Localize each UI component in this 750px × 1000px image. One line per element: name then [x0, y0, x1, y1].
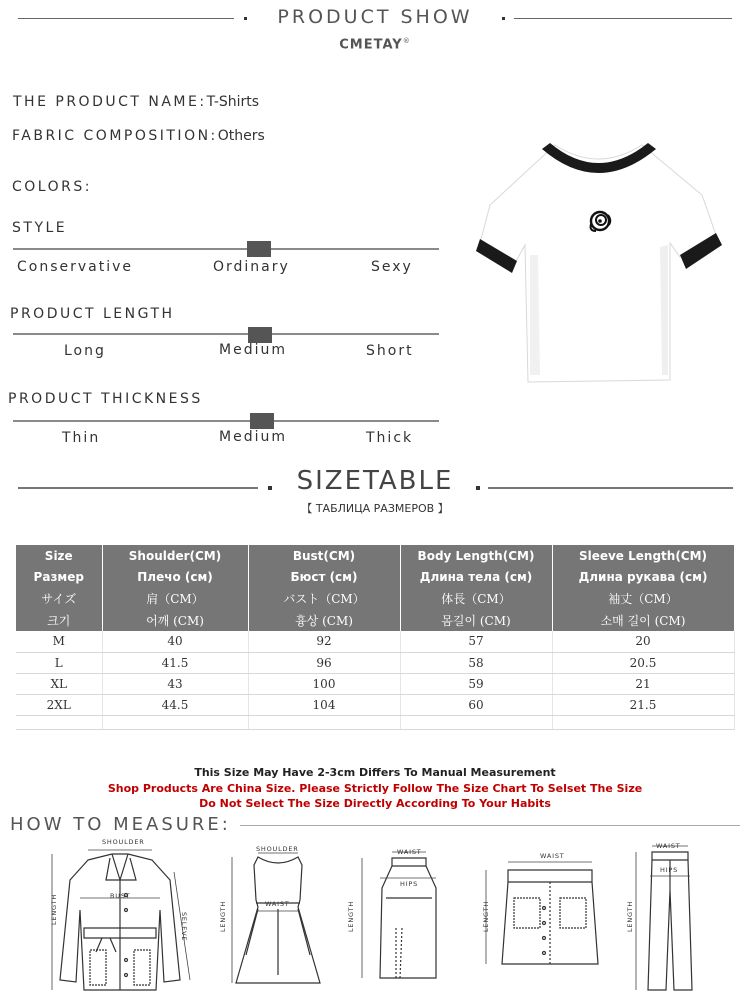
- table-row: [16, 631, 734, 652]
- dress-shoulder-label: SHOULDER: [256, 845, 299, 853]
- table-cell: 40: [102, 631, 248, 652]
- header-cell: Bust(CM): [248, 545, 400, 567]
- page-title: PRODUCT SHOW: [277, 6, 473, 28]
- table-cell: 43: [102, 673, 248, 694]
- product-name-row: [13, 94, 259, 110]
- table-cell: 21.5: [552, 694, 734, 715]
- header-cell: Длина тела (см): [400, 567, 552, 587]
- header-cell: 어깨 (CM): [102, 609, 248, 631]
- style-option-conservative: Conservative: [17, 259, 134, 275]
- how-to-measure-title: HOW TO MEASURE:: [10, 814, 231, 835]
- shorts-length-label: LENGTH: [482, 900, 490, 932]
- table-cell: 20: [552, 631, 734, 652]
- fabric-value: Others: [217, 128, 265, 144]
- header-cell: Body Length(CM): [400, 545, 552, 567]
- table-cell: 58: [400, 652, 552, 673]
- note-china-size: Shop Products Are China Size. Please Strictly Follow The Size Chart To Selset The Size: [107, 782, 643, 795]
- how-to-measure-rule: [240, 825, 740, 826]
- header-cell: 소매 길이 (CM): [552, 609, 734, 631]
- fabric-row: [12, 128, 265, 144]
- length-scale-marker: [248, 327, 272, 343]
- pants-length-label: LENGTH: [626, 900, 634, 932]
- table-cell: 57: [400, 631, 552, 652]
- table-row: [16, 673, 734, 694]
- brand-registered-mark: ®: [402, 37, 411, 45]
- table-header-row-en: [16, 545, 734, 567]
- header-cell: 몸길이 (CM): [400, 609, 552, 631]
- thickness-option-thin: Thin: [62, 430, 101, 446]
- sizetable-subtitle: 【 ТАБЛИЦА РАЗМЕРОВ 】: [301, 502, 449, 515]
- skirt-measure-diagram: [356, 848, 446, 988]
- style-scale-marker: [247, 241, 271, 257]
- table-cell: 96: [248, 652, 400, 673]
- header-cell: 体長（CM）: [400, 587, 552, 609]
- table-cell: 60: [400, 694, 552, 715]
- style-option-ordinary: Ordinary: [213, 259, 290, 275]
- style-scale-label: STYLE: [12, 220, 68, 236]
- length-option-short: Short: [366, 343, 414, 359]
- header-cell: 크기: [16, 609, 102, 631]
- table-cell: L: [16, 652, 102, 673]
- brand-name: CMETAY: [339, 37, 403, 53]
- header-cell: 肩（CM）: [102, 587, 248, 609]
- thickness-option-medium: Medium: [219, 429, 287, 445]
- sizetable-title: SIZETABLE: [296, 466, 454, 496]
- table-cell: 21: [552, 673, 734, 694]
- table-row-empty: [16, 715, 734, 729]
- skirt-waist-label: WAIST: [397, 848, 422, 856]
- header-cell: Длина рукава (см): [552, 567, 734, 587]
- product-name-value: T-Shirts: [206, 94, 260, 110]
- table-row: [16, 652, 734, 673]
- colors-label: COLORS:: [12, 179, 92, 195]
- jacket-length-label: LENGTH: [50, 893, 58, 925]
- dress-measure-diagram: [228, 845, 328, 990]
- table-cell: 100: [248, 673, 400, 694]
- header-rule-right: [514, 18, 732, 19]
- style-scale-track: [13, 248, 439, 250]
- thickness-scale-label: PRODUCT THICKNESS: [8, 391, 203, 407]
- sizetable-dot-right: [476, 486, 480, 490]
- brand-logo: [300, 37, 450, 52]
- sizetable-rule-left: [18, 487, 258, 489]
- header-cell: Размер: [16, 567, 102, 587]
- header-cell: Size: [16, 545, 102, 567]
- header-cell: バスト（CM）: [248, 587, 400, 609]
- header-cell: サイズ: [16, 587, 102, 609]
- table-header-row-ru: [16, 567, 734, 587]
- length-option-long: Long: [64, 343, 106, 359]
- note-do-not-select: Do Not Select The Size Directly According To Your Habits: [199, 797, 551, 810]
- jacket-shoulder-label: SHOULDER: [102, 838, 145, 846]
- table-row: [16, 694, 734, 715]
- header-cell: Shoulder(CM): [102, 545, 248, 567]
- header-dot-right: [502, 17, 505, 20]
- shorts-waist-label: WAIST: [540, 852, 565, 860]
- fabric-label: FABRIC COMPOSITION:: [12, 128, 218, 144]
- table-cell: M: [16, 631, 102, 652]
- pants-hips-label: HIPS: [660, 866, 679, 874]
- table-cell: 92: [248, 631, 400, 652]
- length-option-medium: Medium: [219, 342, 287, 358]
- style-option-sexy: Sexy: [371, 259, 413, 275]
- header-cell: 袖丈（CM）: [552, 587, 734, 609]
- skirt-length-label: LENGTH: [347, 900, 355, 932]
- shorts-measure-diagram: [478, 848, 618, 978]
- length-scale-track: [13, 333, 439, 335]
- skirt-hips-label: HIPS: [400, 880, 419, 888]
- table-cell: 41.5: [102, 652, 248, 673]
- table-cell: 104: [248, 694, 400, 715]
- header-cell: Бюст (см): [248, 567, 400, 587]
- dress-waist-label: WAIST: [265, 900, 290, 908]
- pants-measure-diagram: [630, 840, 710, 995]
- header-cell: 흉상 (CM): [248, 609, 400, 631]
- header-rule-left: [18, 18, 234, 19]
- table-cell: 59: [400, 673, 552, 694]
- jacket-measure-diagram: [40, 840, 200, 995]
- jacket-bust-label: BUST: [110, 892, 131, 900]
- note-measurement-diff: This Size May Have 2-3cm Differs To Manual Measurement: [194, 766, 556, 779]
- jacket-sleeve-label: SELEVE: [180, 912, 188, 942]
- table-header-row-ja: [16, 587, 734, 609]
- table-cell: 20.5: [552, 652, 734, 673]
- length-scale-label: PRODUCT LENGTH: [10, 306, 175, 322]
- product-name-label: THE PRODUCT NAME:: [13, 94, 207, 110]
- dress-length-label: LENGTH: [219, 900, 227, 932]
- header-cell: Плечо (см): [102, 567, 248, 587]
- thickness-scale-track: [13, 420, 439, 422]
- table-cell: 2XL: [16, 694, 102, 715]
- table-cell: 44.5: [102, 694, 248, 715]
- header-dot-left: [244, 17, 247, 20]
- thickness-option-thick: Thick: [366, 430, 414, 446]
- table-header-row-ko: [16, 609, 734, 631]
- table-cell: XL: [16, 673, 102, 694]
- thickness-scale-marker: [250, 413, 274, 429]
- product-tshirt-image: [470, 135, 730, 385]
- pants-waist-label: WAIST: [656, 842, 681, 850]
- size-table: [16, 545, 735, 730]
- header-cell: Sleeve Length(CM): [552, 545, 734, 567]
- sizetable-dot-left: [268, 486, 272, 490]
- sizetable-rule-right: [488, 487, 733, 489]
